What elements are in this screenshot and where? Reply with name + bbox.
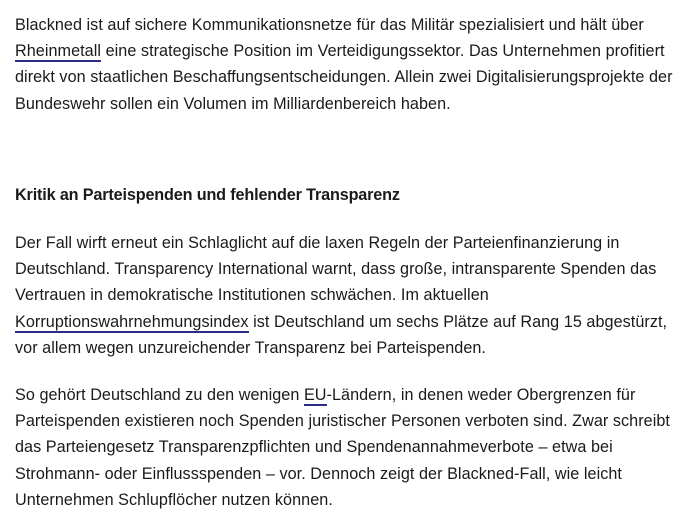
paragraph-blackned-intro	[15, 12, 690, 117]
link-rheinmetall[interactable]: Rheinmetall	[15, 42, 102, 61]
paragraph-3-text-after: -Ländern, in denen weder Obergrenzen für Parteispenden existieren noch Spenden juristischer Personen verboten sind. Zwar schreibt das Parteiengesetz Transparenzpflichten und Spendenannahmeverbote – etwa bei Strohmann- oder Einflussspenden – vor. Dennoch zeigt der Blackned-Fall, wie leicht Unternehmen Schlupflöcher nutzen können.	[15, 386, 670, 509]
article-body	[15, 12, 690, 509]
link-eu[interactable]: EU	[303, 386, 327, 404]
paragraph-1-text-after: eine strategische Position im Verteidigungssektor. Das Unternehmen profitiert direkt von staatlichen Beschaffungsentscheidungen. Allein zwei Digitalisierungsprojekte der Bundeswehr sollen ein Volumen im Milliardenbereich haben.	[15, 42, 673, 113]
section-heading: Kritik an Parteispenden und fehlender Transparenz	[15, 186, 400, 204]
paragraph-1-text-before: Blackned ist auf sichere Kommunikationsnetze für das Militär spezialisiert und hält über	[15, 16, 644, 34]
paragraph-3-text-before: So gehört Deutschland zu den wenigen	[15, 386, 304, 404]
paragraph-party-finance	[15, 230, 690, 361]
paragraph-2-text-after: ist Deutschland um sechs Plätze auf Rang 15 abgestürzt, vor allem wegen unzureichender Transparenz bei Parteispenden.	[15, 312, 668, 357]
paragraph-eu-comparison	[15, 382, 690, 513]
paragraph-2-text-before: Der Fall wirft erneut ein Schlaglicht auf die laxen Regeln der Parteienfinanzierung in Deutschland. Transparency International warnt, dass große, intransparente Spenden das Vertrauen in demokratische Institutionen schwächen. Im aktuellen	[15, 234, 657, 305]
link-korruptionswahrnehmungsindex[interactable]: Korruptionswahrnehmungsindex	[15, 312, 249, 331]
